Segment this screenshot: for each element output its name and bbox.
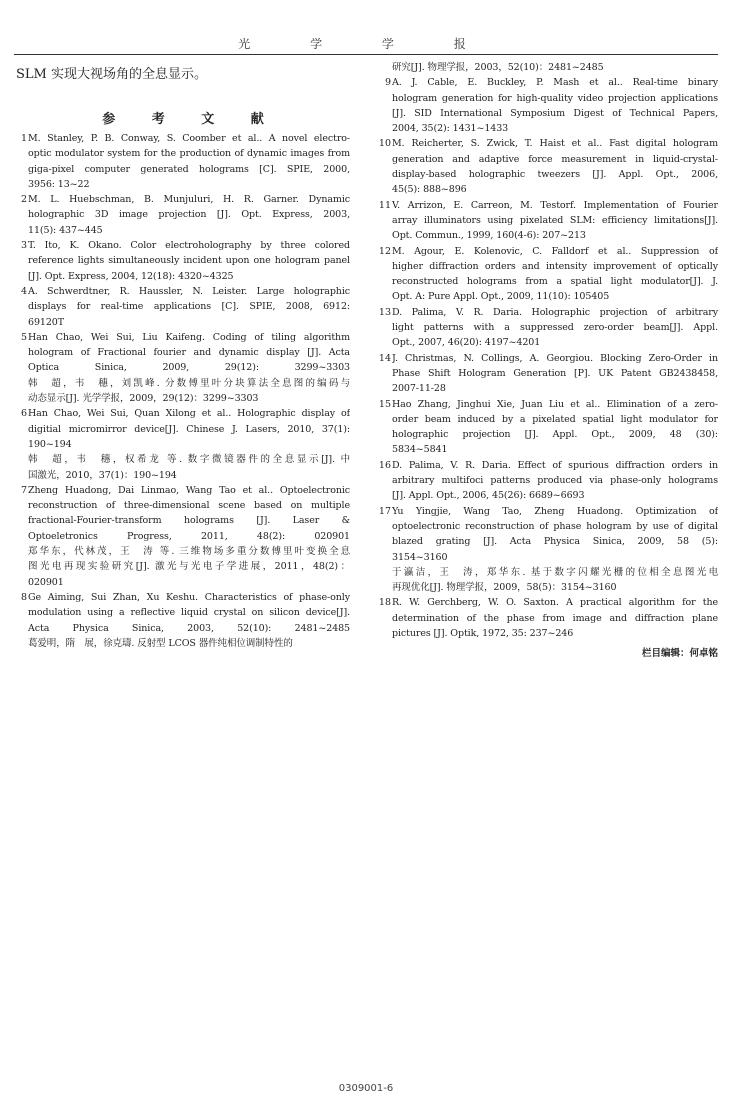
reference-number: 2 [20, 194, 27, 206]
reference-line: M. Agour, E. Kolenovic, C. Falldorf et al.. Suppression of [392, 245, 718, 257]
reference-line: holographic 3D image projection [J]. Opt. Express, 2003, [28, 209, 350, 221]
reference-number: 14 [378, 352, 391, 364]
reference-line: fractional-Fourier-transform holograms [J]. Laser & [28, 515, 350, 527]
reference-line: 3956: 13~22 [28, 178, 90, 190]
reference-number: 13 [378, 306, 391, 318]
reference-line: 郑华东，代林茂，王 涛 等. 三维物场多重分数傅里叶变换全息 [28, 546, 350, 558]
reference-line: reference lights simultaneously incident upon one hologram panel [28, 255, 350, 267]
reference-number: 7 [20, 484, 27, 496]
reference-line: Han Chao, Wei Sui, Liu Kaifeng. Coding of tiling algorithm [28, 331, 350, 343]
reference-line: M. Reicherter, S. Zwick, T. Haist et al.. Fast digital hologram [392, 138, 718, 150]
reference-line: Hao Zhang, Jinghui Xie, Juan Liu et al.. Elimination of a zero- [392, 398, 718, 410]
reference-item [380, 244, 720, 305]
reference-line: 2007-11-28 [392, 383, 446, 395]
reference-line: arbitrary multifoci patterns produced via phase-only holograms [392, 475, 718, 487]
reference-item [380, 351, 720, 397]
right-column [380, 60, 720, 661]
references-heading: 参 考 文 献 [102, 112, 280, 127]
reference-item [380, 458, 720, 504]
reference-line: array illuminators using pixelated SLM: efficiency limitations[J]. [392, 214, 718, 226]
reference-line: reconstructed holograms from a spatial light modulator[J]. J. [392, 276, 718, 288]
reference-item [16, 238, 352, 284]
reference-number: 15 [378, 398, 391, 410]
reference-line: light patterns with a suppressed zero-order beam[J]. Appl. [392, 322, 718, 334]
reference-number: 9 [384, 77, 391, 89]
reference-line: 45(5): 888~896 [392, 184, 467, 196]
reference-line: 韩 超，韦 穗，权希龙 等. 数字微镜器件的全息显示[J]. 中 [28, 454, 350, 466]
reference-line: Han Chao, Wei Sui, Quan Xilong et al.. Holographic display of [28, 408, 350, 420]
body-text-tail: SLM 实现大视场角的全息显示。 [16, 67, 207, 82]
reference-item [380, 60, 720, 75]
reference-item [16, 330, 352, 406]
reference-line: 再现优化[J]. 物理学报，2009，58(5)：3154~3160 [392, 582, 617, 594]
reference-line: Zheng Huadong, Dai Linmao, Wang Tao et al.. Optoelectronic [28, 484, 350, 496]
reference-line: 3154~3160 [392, 551, 448, 563]
reference-line: D. Palima, V. R. Daria. Holographic projection of arbitrary [392, 306, 718, 318]
reference-line: generation and adaptive force measurement in liquid-crystal- [392, 153, 718, 165]
reference-line: [J]. SID International Symposium Digest of Technical Papers, [392, 107, 718, 119]
reference-line: Opt., 2007, 46(20): 4197~4201 [392, 337, 541, 349]
reference-item [380, 75, 720, 136]
reference-line: 葛爱明，隋 展，徐克璹. 反射型 LCOS 器件纯相位调制特性的 [28, 637, 293, 649]
reference-line: 2004, 35(2): 1431~1433 [392, 123, 509, 135]
reference-line: 11(5): 437~445 [28, 224, 103, 236]
reference-number: 17 [378, 505, 391, 517]
reference-line: V. Arrizon, E. Carreon, M. Testorf. Implementation of Fourier [392, 199, 718, 211]
reference-line: D. Palima, V. R. Daria. Effect of spurious diffraction orders in [392, 459, 718, 471]
reference-item [380, 305, 720, 351]
reference-line: Ge Aiming, Sui Zhan, Xu Keshu. Characteristics of phase-only [28, 591, 350, 603]
reference-number: 10 [378, 138, 391, 150]
reference-line: 国激光，2010，37(1)：190~194 [28, 469, 177, 481]
running-head: 光 学 学 报 [238, 37, 494, 51]
reference-item [380, 397, 720, 458]
reference-line: higher diffraction orders and intensity improvement of optically [392, 260, 718, 272]
reference-number: 4 [20, 285, 27, 297]
editor-credit: 栏目编辑：何卓铭 [641, 648, 718, 660]
reference-line: 69120T [28, 316, 64, 328]
reference-number: 18 [378, 597, 391, 609]
reference-line: hologram generation for high-quality video projection applications [392, 92, 718, 104]
reference-item [16, 131, 352, 192]
reference-line: 研究[J]. 物理学报，2003，52(10)：2481~2485 [392, 62, 604, 73]
reference-line: A. J. Cable, E. Buckley, P. Mash et al.. Real-time binary [392, 77, 718, 89]
reference-number: 6 [20, 408, 27, 420]
reference-item [380, 136, 720, 197]
reference-line: 020901 [28, 576, 64, 588]
reference-item [16, 590, 352, 651]
reference-number: 5 [20, 331, 27, 343]
reference-line: [J]. Appl. Opt., 2006, 45(26): 6689~6693 [392, 490, 585, 502]
reference-line: [J]. Opt. Express, 2004, 12(18): 4320~4325 [28, 270, 234, 282]
reference-line: holographic projection [J]. Appl. Opt., 2009, 48 (30): [392, 429, 718, 441]
reference-line: hologram of Fractional fourier and dynamic display [J]. Acta [28, 347, 350, 359]
reference-line: Acta Physica Sinica, 2003, 52(10): 2481~2485 [28, 622, 350, 634]
reference-line: 图光电再现实验研究[J]. 激光与光电子学进展，2011，48(2)： [28, 561, 350, 573]
reference-line: M. Stanley, P. B. Conway, S. Coomber et al.. A novel electro- [28, 133, 350, 144]
reference-line: display-based holographic tweezers [J]. Appl. Opt., 2006, [392, 169, 718, 181]
reference-item [16, 284, 352, 330]
reference-line: A. Schwerdtner, R. Haussler, N. Leister. Large holographic [28, 285, 350, 297]
reference-number: 16 [378, 459, 391, 471]
reference-line: optoelectronic reconstruction of phase hologram by use of digital [392, 520, 718, 532]
reference-line: Optoeletronics Progress, 2011, 48(2): 020901 [28, 530, 350, 542]
reference-item [16, 192, 352, 238]
reference-line: optic modulator system for the production of dynamic images from [28, 148, 350, 160]
right-reference-list [380, 60, 720, 641]
page-number: 0309001-6 [338, 1083, 394, 1094]
reference-line: 韩 超，韦 穗，刘凯峰. 分数傅里叶分块算法全息图的编码与 [28, 377, 350, 389]
reference-line: 动态显示[J]. 光学学报，2009，29(12)：3299~3303 [28, 393, 259, 405]
reference-number: 11 [378, 199, 391, 211]
reference-line: Phase Shift Hologram Generation [P]. UK Patent GB2438458, [392, 367, 718, 379]
reference-line: 5834~5841 [392, 444, 448, 456]
header-rule [14, 54, 718, 55]
reference-number: 1 [20, 133, 27, 144]
reference-line: displays for real-time applications [C]. SPIE, 2008, 6912: [28, 301, 350, 313]
left-reference-list [16, 131, 352, 651]
reference-line: 于瀛洁，王 涛，郑华东. 基于数字闪耀光栅的位相全息图光电 [392, 566, 718, 578]
reference-line: modulation using a reflective liquid crystal on silicon device[J]. [28, 607, 350, 619]
reference-line: Optica Sinica, 2009, 29(12): 3299~3303 [28, 362, 350, 374]
reference-item [380, 198, 720, 244]
reference-line: M. L. Huebschman, B. Munjuluri, H. R. Garner. Dynamic [28, 194, 350, 206]
reference-line: blazed grating [J]. Acta Physica Sinica, 2009, 58 (5): [392, 536, 718, 548]
reference-line: digitial micromirror device[J]. Chinese J. Lasers, 2010, 37(1): [28, 423, 350, 435]
reference-line: determination of the phase from image and diffraction plane [392, 612, 718, 624]
reference-line: J. Christmas, N. Collings, A. Georgiou. Blocking Zero-Order in [392, 352, 718, 364]
reference-line: Yu Yingjie, Wang Tao, Zheng Huadong. Optimization of [392, 505, 718, 517]
reference-item [380, 595, 720, 641]
reference-line: pictures [J]. Optik, 1972, 35: 237~246 [392, 627, 574, 639]
reference-number: 12 [378, 245, 391, 257]
left-column [16, 60, 352, 651]
reference-line: giga-pixel computer generated holograms [C]. SPIE, 2000, [28, 163, 350, 175]
reference-number: 3 [20, 240, 27, 252]
reference-line: T. Ito, K. Okano. Color electroholography by three colored [28, 240, 350, 252]
reference-line: order beam induced by a pixelated spatial light modulator for [392, 413, 718, 425]
reference-item [380, 504, 720, 596]
reference-line: 190~194 [28, 438, 72, 450]
reference-item [16, 406, 352, 482]
reference-line: Opt. A: Pure Appl. Opt., 2009, 11(10): 105405 [392, 291, 610, 303]
reference-line: R. W. Gerchberg, W. O. Saxton. A practical algorithm for the [392, 597, 718, 609]
reference-item [16, 483, 352, 590]
reference-line: Opt. Commun., 1999, 160(4-6): 207~213 [392, 230, 586, 242]
reference-number: 8 [20, 591, 27, 603]
reference-line: reconstruction of three-dimensional scene based on multiple [28, 500, 350, 512]
